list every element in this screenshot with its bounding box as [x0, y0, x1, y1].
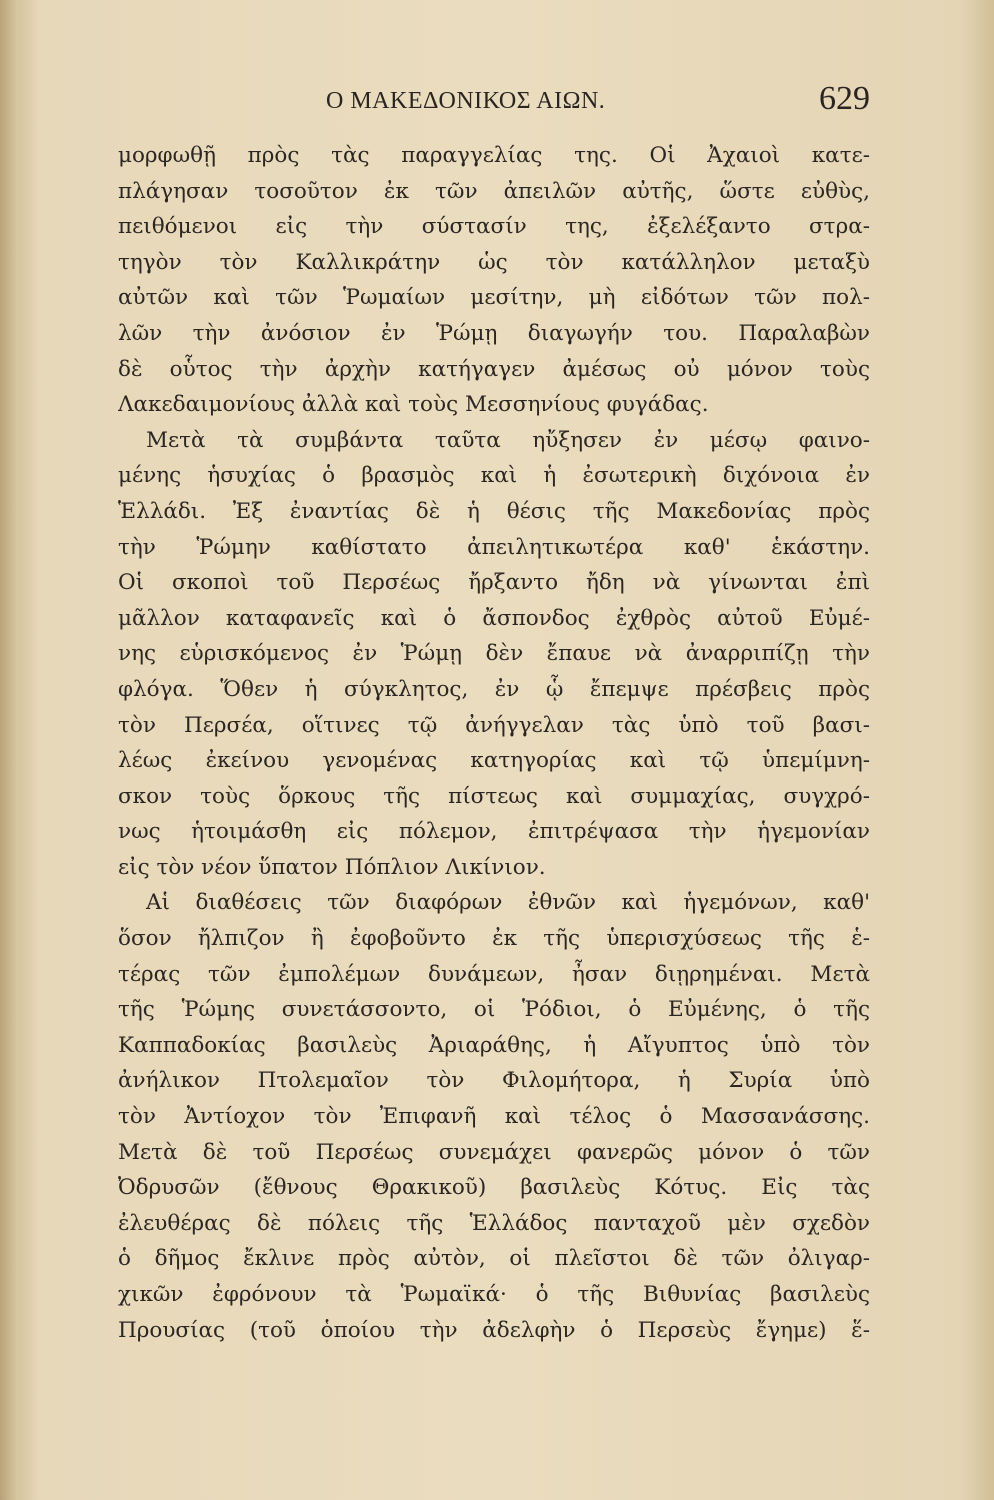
paragraph-start-line: Μετὰ τὰ συμβάντα ταῦτα ηὔξησεν ἐν μέσῳ φαινο- — [146, 427, 870, 453]
text-line: πλάγησαν τοσοῦτον ἐκ τῶν ἀπειλῶν αὐτῆς, ὥστε εὐθὺς, — [118, 178, 870, 204]
text-line: μένης ἡσυχίας ὁ βρασμὸς καὶ ἡ ἐσωτερικὴ διχόνοια ἐν — [118, 463, 870, 489]
text-line: Καππαδοκίας βασιλεὺς Ἀριαράθης, ἡ Αἴγυπτος ὑπὸ τὸν — [118, 1032, 870, 1058]
text-line: τὴν Ῥώμην καθίστατο ἀπειλητικωτέρα καθ' ἑκάστην. — [118, 534, 870, 560]
text-line: Οἱ σκοποὶ τοῦ Περσέως ἤρξαντο ἤδη νὰ γίνωνται ἐπὶ — [118, 570, 870, 596]
running-title: Ο ΜΑΚΕΔΟΝΙΚΟΣ ΑΙΩΝ. — [326, 88, 606, 114]
text-line: μορφωθῇ πρὸς τὰς παραγγελίας της. Οἱ Ἀχαιοὶ κατε- — [118, 143, 870, 168]
paragraph-start-line: Αἱ διαθέσεις τῶν διαφόρων ἐθνῶν καὶ ἡγεμόνων, καθ' — [146, 890, 870, 916]
text-line: σκον τοὺς ὅρκους τῆς πίστεως καὶ συμμαχίας, συγχρό- — [118, 783, 870, 809]
text-line: ἀνήλικον Πτολεμαῖον τὸν Φιλομήτορα, ἡ Συρία ὑπὸ — [118, 1068, 870, 1094]
page-header — [118, 80, 870, 122]
text-line: χικῶν ἐφρόνουν τὰ Ῥωμαϊκά· ὁ τῆς Βιθυνίας βασιλεὺς — [118, 1282, 870, 1307]
page-number: 629 — [819, 80, 870, 117]
text-line: νης εὑρισκόμενος ἐν Ῥώμῃ δὲν ἔπαυε νὰ ἀναρριπίζῃ τὴν — [118, 641, 870, 667]
text-line: δὲ οὗτος τὴν ἀρχὴν κατήγαγεν ἀμέσως οὐ μόνον τοὺς — [118, 356, 870, 382]
text-line: νως ἡτοιμάσθη εἰς πόλεμον, ἐπιτρέψασα τὴν ἡγεμονίαν — [118, 819, 870, 845]
text-line: φλόγα. Ὅθεν ἡ σύγκλητος, ἐν ᾧ ἔπεμψε πρέσβεις πρὸς — [118, 676, 870, 702]
text-line: τὸν Ἀντίοχον τὸν Ἐπιφανῆ καὶ τέλος ὁ Μασσανάσσης. — [118, 1104, 870, 1130]
text-line: αὐτῶν καὶ τῶν Ῥωμαίων μεσίτην, μὴ εἰδότων τῶν πολ- — [118, 285, 870, 311]
text-line: τέρας τῶν ἐμπολέμων δυνάμεων, ἦσαν διῃρημέναι. Μετὰ — [118, 961, 870, 987]
text-line: ἐλευθέρας δὲ πόλεις τῆς Ἑλλάδος πανταχοῦ μὲν σχεδὸν — [118, 1210, 870, 1236]
page-gutter — [0, 0, 18, 1500]
text-line: Μετὰ δὲ τοῦ Περσέως συνεμάχει φανερῶς μόνον ὁ τῶν — [118, 1139, 870, 1165]
text-line: τῆς Ῥώμης συνετάσσοντο, οἱ Ῥόδιοι, ὁ Εὐμένης, ὁ τῆς — [118, 997, 870, 1023]
text-line: πειθόμενοι εἰς τὴν σύστασίν της, ἐξελέξαντο στρα- — [118, 214, 870, 240]
body-text — [118, 138, 870, 1348]
text-line: τηγὸν τὸν Καλλικράτην ὡς τὸν κατάλληλον μεταξὺ — [118, 249, 870, 275]
text-line: λέως ἐκείνου γενομένας κατηγορίας καὶ τῷ ὑπεμίμνη- — [118, 748, 870, 774]
text-line: Ἑλλάδι. Ἐξ ἐναντίας δὲ ἡ θέσις τῆς Μακεδονίας πρὸς — [118, 498, 870, 524]
text-line: μᾶλλον καταφανεῖς καὶ ὁ ἄσπονδος ἐχθρὸς αὐτοῦ Εὐμέ- — [118, 605, 870, 631]
text-line: ὅσον ἤλπιζον ἢ ἐφοβοῦντο ἐκ τῆς ὑπερισχύσεως τῆς ἑ- — [118, 926, 870, 952]
text-line: λῶν τὴν ἀνόσιον ἐν Ῥώμῃ διαγωγήν του. Παραλαβὼν — [118, 320, 870, 346]
text-line: Λακεδαιμονίους ἀλλὰ καὶ τοὺς Μεσσηνίους φυγάδας. — [118, 392, 709, 418]
text-line: ὁ δῆμος ἔκλινε πρὸς αὐτὸν, οἱ πλεῖστοι δὲ τῶν ὀλιγαρ- — [118, 1246, 870, 1272]
text-line: Ὀδρυσῶν (ἔθνους Θρακικοῦ) βασιλεὺς Κότυς. Εἰς τὰς — [118, 1175, 870, 1201]
text-line: τὸν Περσέα, οἵτινες τῷ ἀνήγγελαν τὰς ὑπὸ τοῦ βασι- — [118, 712, 870, 738]
text-line: Προυσίας (τοῦ ὁποίου τὴν ἀδελφὴν ὁ Περσεὺς ἔγημε) ἕ- — [118, 1317, 870, 1343]
text-line: εἰς τὸν νέον ὕπατον Πόπλιον Λικίνιον. — [118, 854, 546, 880]
